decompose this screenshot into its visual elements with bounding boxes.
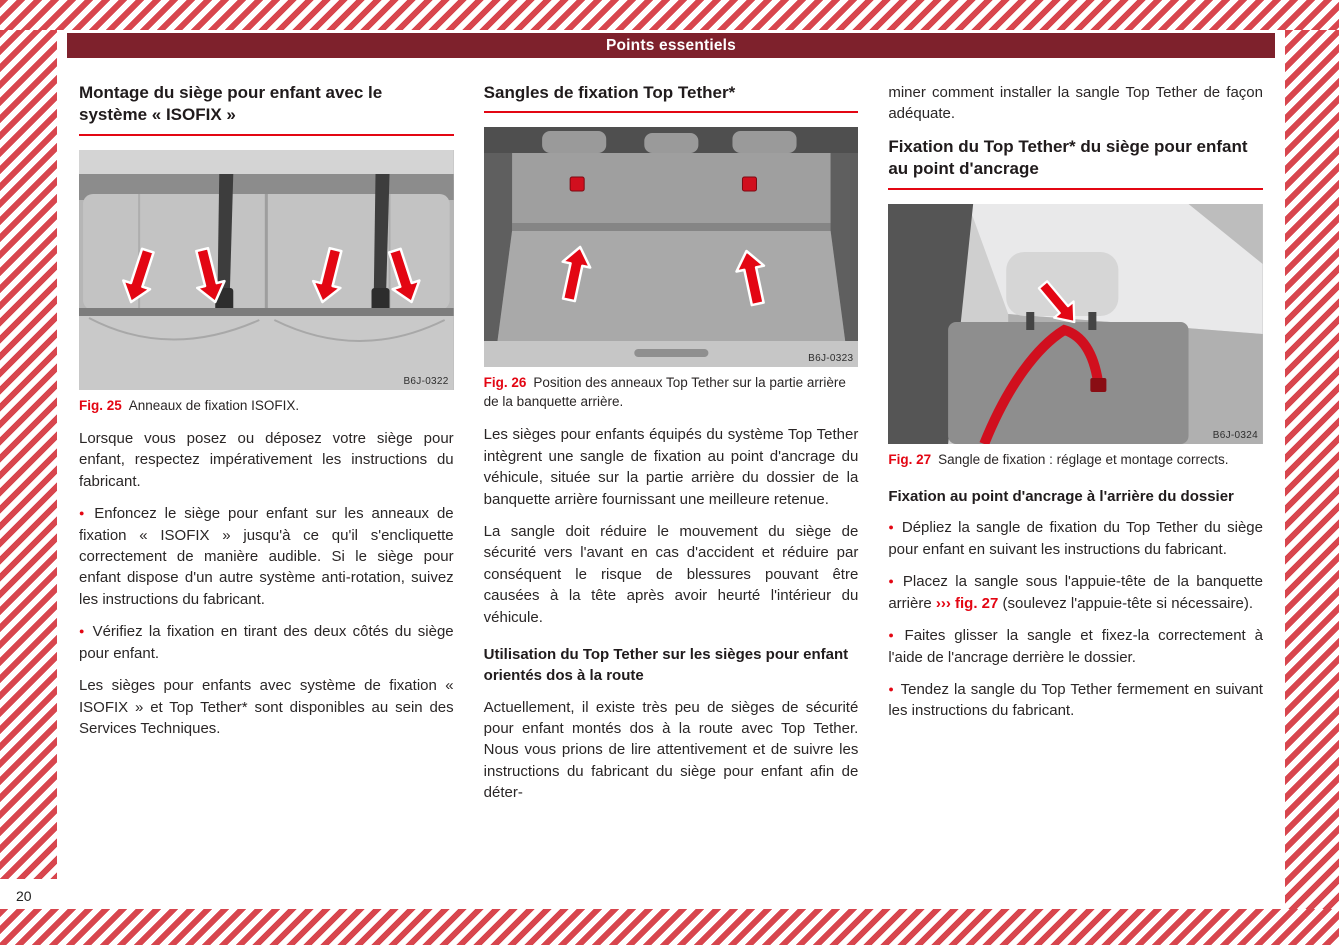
figure-27-code: B6J-0324 [1212,429,1258,441]
figure-25 [79,150,454,416]
bullet-item [888,679,1263,722]
paragraph-isofix-availability: Les sièges pour enfants avec système de fixation « ISOFIX » et Top Tether* sont disponibles au sein des Services Techniques. [79,677,454,738]
figure-25-caption-text: Anneaux de fixation ISOFIX. [128,397,300,413]
figure-27-label: Fig. 27 [888,451,932,467]
bullet-icon [888,681,900,698]
figure-27-caption-text: Sangle de fixation : réglage et montage corrects. [938,451,1229,467]
page-content [57,30,1285,909]
figure-27-illustration [888,204,1263,444]
bullet-text: Tendez la sangle du Top Tether fermement en suivant les instructions du fabricant. [888,680,1263,720]
paragraph-tether-purpose: La sangle doit réduire le mouvement du siège de sécurité vers l'avant en cas d'accident et réduire par conséquent le risque de blessures pouvant être causées à la tête après avoir heurté l'intérieur du véhicule. [483,522,859,626]
section-heading-isofix: Montage du siège pour enfant avec le système « ISOFIX » [79,82,454,136]
figure-27-caption [888,444,1263,470]
paragraph-continuation: miner comment installer la sangle Top Tether de façon adéquate. [888,84,1263,123]
figure-26-code: B6J-0323 [808,353,854,365]
figure-26-image [484,127,859,367]
figure-26-caption [484,367,859,412]
decorative-border-left [0,30,57,879]
figure-27 [888,204,1263,470]
paragraph-rearward-facing: Actuellement, il existe très peu de sièges de sécurité pour enfant montés dos à la route avec Top Tether. Nous vous prions de lire attentivement et de suivre les instructions du fabricant du siège pour enfant afin de déter- [483,698,859,802]
bullet-text: Faites glisser la sangle et fixez-la correctement à l'aide de l'ancrage derrière le dossier. [888,627,1263,666]
bullet-item [79,503,454,610]
subheading-anchor-fixation: Fixation au point d'ancrage à l'arrière du dossier [888,487,1234,505]
column-2 [484,82,859,815]
paragraph-isofix-intro: Lorsque vous posez ou déposez votre siège pour enfant, respectez impérativement les instructions du fabricant. [79,429,454,490]
bullet-text: Vérifiez la fixation en tirant des deux côtés du siège pour enfant. [79,623,454,662]
bullet-item [888,625,1263,668]
figure-27-image [888,204,1263,444]
text-columns [57,58,1285,815]
bullet-item [79,621,454,664]
figure-25-image [79,150,454,390]
bullet-item [888,571,1263,614]
figure-25-code: B6J-0322 [403,375,449,387]
bullet-icon [888,573,903,590]
page-header [67,33,1275,58]
bullet-item [888,517,1263,560]
figure-25-illustration [79,150,454,390]
figure-27-reference: ››› fig. 27 [935,594,999,612]
section-heading-tether-fixation: Fixation du Top Tether* du siège pour enfant au point d'ancrage [888,136,1263,190]
figure-26 [484,127,859,412]
column-3 [888,82,1263,815]
bullet-icon [79,505,94,522]
bullet-icon [888,519,902,536]
page-title: Points essentiels [605,36,737,54]
paragraph-tether-description: Les sièges pour enfants équipés du système Top Tether intègrent une sangle de fixation au point d'ancrage du véhicule, située sur la partie arrière du dossier de la banquette arrière fournissant une meilleure retenue. [483,426,859,508]
figure-26-label: Fig. 26 [483,375,527,391]
figure-25-label: Fig. 25 [79,397,122,413]
section-heading-top-tether: Sangles de fixation Top Tether* [484,82,859,113]
figure-26-caption-text: Position des anneaux Top Tether sur la partie arrière de la banquette arrière. [483,375,846,410]
column-1 [79,82,454,815]
seat-cushion [79,316,454,390]
headrests [542,131,796,153]
decorative-border-right [1285,30,1339,909]
bullet-icon [888,627,904,644]
rear-seatback [512,153,831,233]
bullet-text: Dépliez la sangle de fixation du Top Tether du siège pour enfant en suivant les instructions du fabricant. [888,519,1263,558]
decorative-border-top [0,0,1339,30]
decorative-border-bottom [0,909,1339,945]
page-number: 20 [16,888,32,904]
subheading-rearward-facing: Utilisation du Top Tether sur les sièges pour enfant orientés dos à la route [483,646,849,684]
figure-26-illustration [484,127,859,367]
bullet-text: Enfoncez le siège pour enfant sur les anneaux de fixation « ISOFIX » jusqu'à ce qu'il s'encliquette correctement de manière audible. Si le siège pour enfant dispose d'un autre système anti-rotation, suivez les instructions du fabricant. [79,505,454,608]
bullet-icon [79,623,93,640]
bullet-text: (soulevez l'appuie-tête si nécessaire). [998,594,1253,612]
bullet-text: Placez la sangle sous l'appuie-tête de la banquette arrière [888,573,1263,612]
rear-seatback [948,322,1188,444]
figure-25-caption [79,390,454,416]
